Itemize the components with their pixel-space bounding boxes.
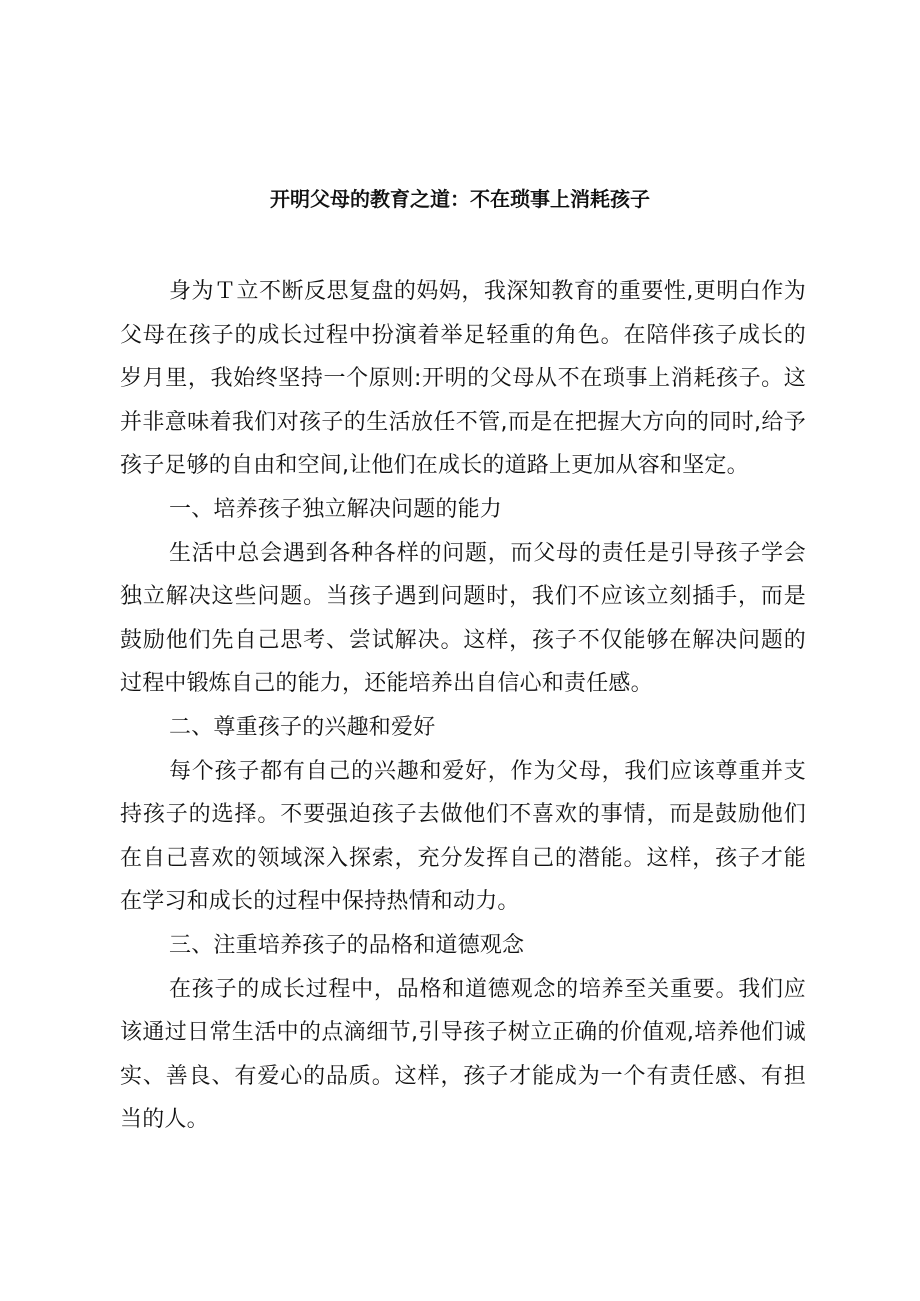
section-3-paragraph: 在孩子的成长过程中，品格和道德观念的培养至关重要。我们应该通过日常生活中的点滴细节,引导孩子树立正确的价值观,培养他们诚实、善良、有爱心的品质。这样，孩子才能成为一个有责任感、有担当的人。 — [120, 976, 806, 1133]
section-2-heading: 二、尊重孩子的兴趣和爱好 — [169, 714, 436, 740]
intro-paragraph: 身为Ｔ立不断反思复盘的妈妈，我深知教育的重要性,更明白作为父母在孩子的成长过程中扮演着举足轻重的角色。在陪伴孩子成长的岁月里，我始终坚持一个原则:开明的父母从不在琐事上消耗孩子。这并非意味着我们对孩子的生活放任不管,而是在把握大方向的同时,给予孩子足够的自由和空间,让他们在成长的道路上更加从容和坚定。 — [120, 279, 806, 479]
section-2-paragraph: 每个孩子都有自己的兴趣和爱好，作为父母，我们应该尊重并支持孩子的选择。不要强迫孩子去做他们不喜欢的事情，而是鼓励他们在自己喜欢的领域深入探索，充分发挥自己的潜能。这样，孩子才能在学习和成长的过程中保持热情和动力。 — [120, 758, 806, 915]
document-body — [120, 270, 806, 1142]
section-3-heading: 三、注重培养孩子的品格和道德观念 — [169, 932, 525, 958]
section-1-heading: 一、培养孩子独立解决问题的能力 — [169, 496, 503, 522]
section-1-paragraph: 生活中总会遇到各种各样的问题，而父母的责任是引导孩子学会独立解决这些问题。当孩子遇到问题时，我们不应该立刻插手，而是鼓励他们先自己思考、尝试解决。这样，孩子不仅能够在解决问题的过程中锻炼自己的能力，还能培养出自信心和责任感。 — [120, 540, 806, 697]
document-title: 开明父母的教育之道：不在琐事上消耗孩子 — [270, 187, 650, 211]
